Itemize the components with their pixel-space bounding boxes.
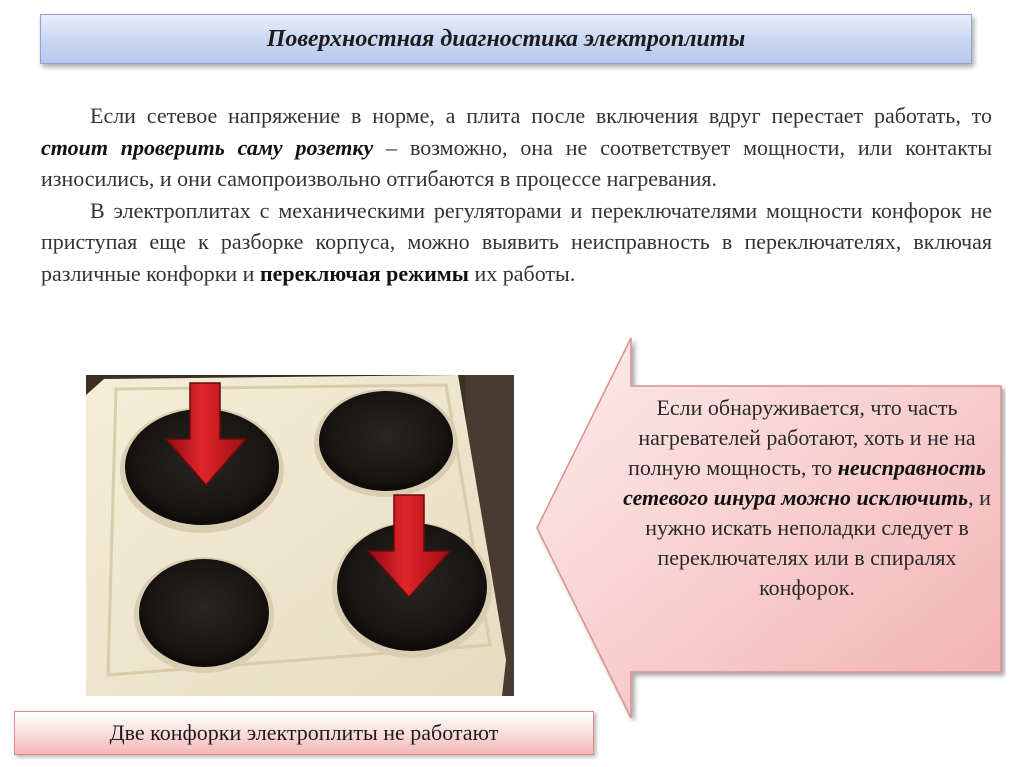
stove-photo	[86, 375, 514, 696]
paragraph-2-emphasis: переключая режимы	[259, 260, 469, 286]
paragraph-2-tail: их работы.	[468, 260, 576, 286]
slide-title-box	[40, 14, 972, 64]
callout-text	[612, 393, 1002, 603]
body-text	[41, 100, 992, 289]
callout-text-end: , и нужно искать неполадки следует в переключателях или в спиралях конфорок.	[645, 485, 991, 600]
photo-caption-box	[14, 711, 594, 755]
paragraph-1-text: Если сетевое напряжение в норме, а плита после включения вдруг перестает работать, то	[90, 103, 992, 128]
photo-caption: Две конфорки электроплиты не работают	[109, 720, 499, 745]
callout-text-start: Если обнаруживается, что часть нагревателей работают, хоть и не на полную мощность, то	[628, 395, 976, 480]
paragraph-2-text: В электроплитах с механическими регуляторами и переключателями мощности конфорок не приступая еще к разборке корпуса, можно выявить неисправность в переключателях, включая различные конфорки и	[41, 197, 992, 286]
paragraph-1-tail: – возможно, она не соответствует мощности, или контакты износились, и они самопроизвольно отгибаются в процессе нагревания.	[41, 134, 992, 191]
paragraph-1-emphasis: стоит проверить саму розетку	[41, 134, 374, 160]
slide-title: Поверхностная диагностика электроплиты	[266, 25, 746, 52]
paragraph-1	[41, 100, 992, 195]
callout-arrow	[534, 336, 1006, 722]
callout-emphasis: неисправность сетевого шнура можно исключить	[623, 455, 986, 510]
paragraph-2	[41, 195, 992, 290]
